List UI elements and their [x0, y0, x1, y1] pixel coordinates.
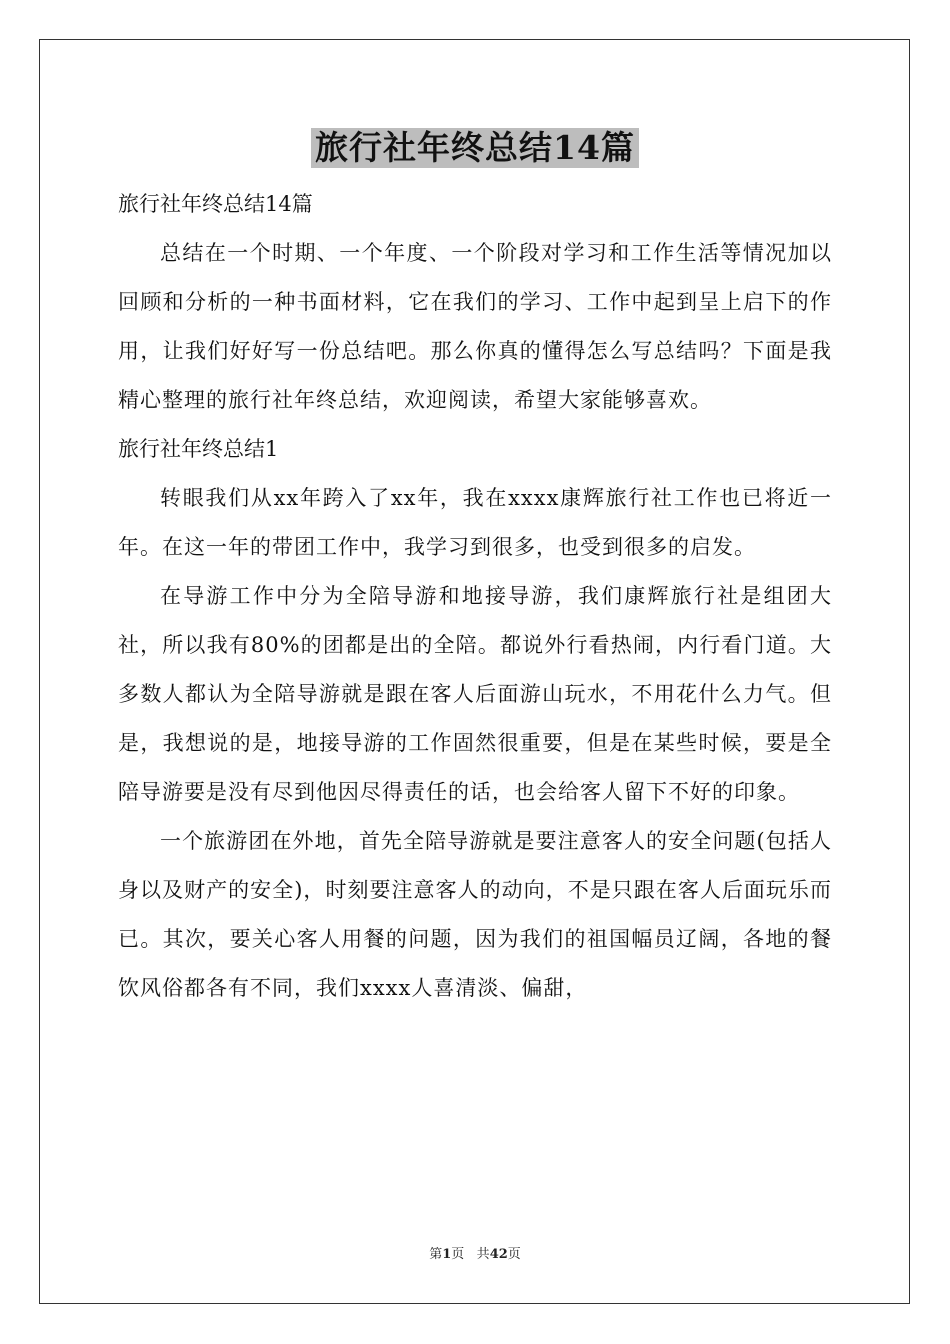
intro-paragraph: 总结在一个时期、一个年度、一个阶段对学习和工作生活等情况加以回顾和分析的一种书面材料，它在我们的学习、工作中起到呈上启下的作用，让我们好好写一份总结吧。那么你真的懂得怎么写总结吗？下面是我精心整理的旅行社年终总结，欢迎阅读，希望大家能够喜欢。: [118, 241, 832, 412]
page-footer: [0, 1243, 950, 1262]
footer-total-suffix: 页: [507, 1247, 521, 1262]
body-paragraph: 在导游工作中分为全陪导游和地接导游，我们康辉旅行社是组团大社，所以我有80%的团都是出的全陪。都说外行看热闹，内行看门道。大多数人都认为全陪导游就是跟在客人后面游山玩水，不用花什么力气。但是，我想说的是，地接导游的工作固然很重要，但是在某些时候，要是全陪导游要是没有尽到他因尽得责任的话，也会给客人留下不好的印象。: [118, 584, 832, 804]
footer-page-suffix: 页: [451, 1247, 465, 1262]
footer-total-prefix: 共: [476, 1247, 490, 1262]
page-number: 1: [442, 1247, 452, 1262]
total-pages: 42: [489, 1247, 508, 1262]
subtitle: 旅行社年终总结14篇: [118, 192, 313, 216]
document-title: 旅行社年终总结14篇: [311, 128, 639, 168]
document-body: [118, 180, 832, 1013]
footer-prefix: 第: [429, 1247, 443, 1262]
section-heading: 旅行社年终总结1: [118, 437, 279, 461]
title-container: [0, 128, 950, 168]
body-paragraph: 转眼我们从xx年跨入了xx年，我在xxxx康辉旅行社工作也已将近一年。在这一年的带团工作中，我学习到很多，也受到很多的启发。: [118, 486, 832, 559]
body-paragraph: 一个旅游团在外地，首先全陪导游就是要注意客人的安全问题(包括人身以及财产的安全)，时刻要注意客人的动向，不是只跟在客人后面玩乐而已。其次，要关心客人用餐的问题，因为我们的祖国幅员辽阔，各地的餐饮风俗都各有不同，我们xxxx人喜清淡、偏甜，: [118, 829, 832, 1000]
